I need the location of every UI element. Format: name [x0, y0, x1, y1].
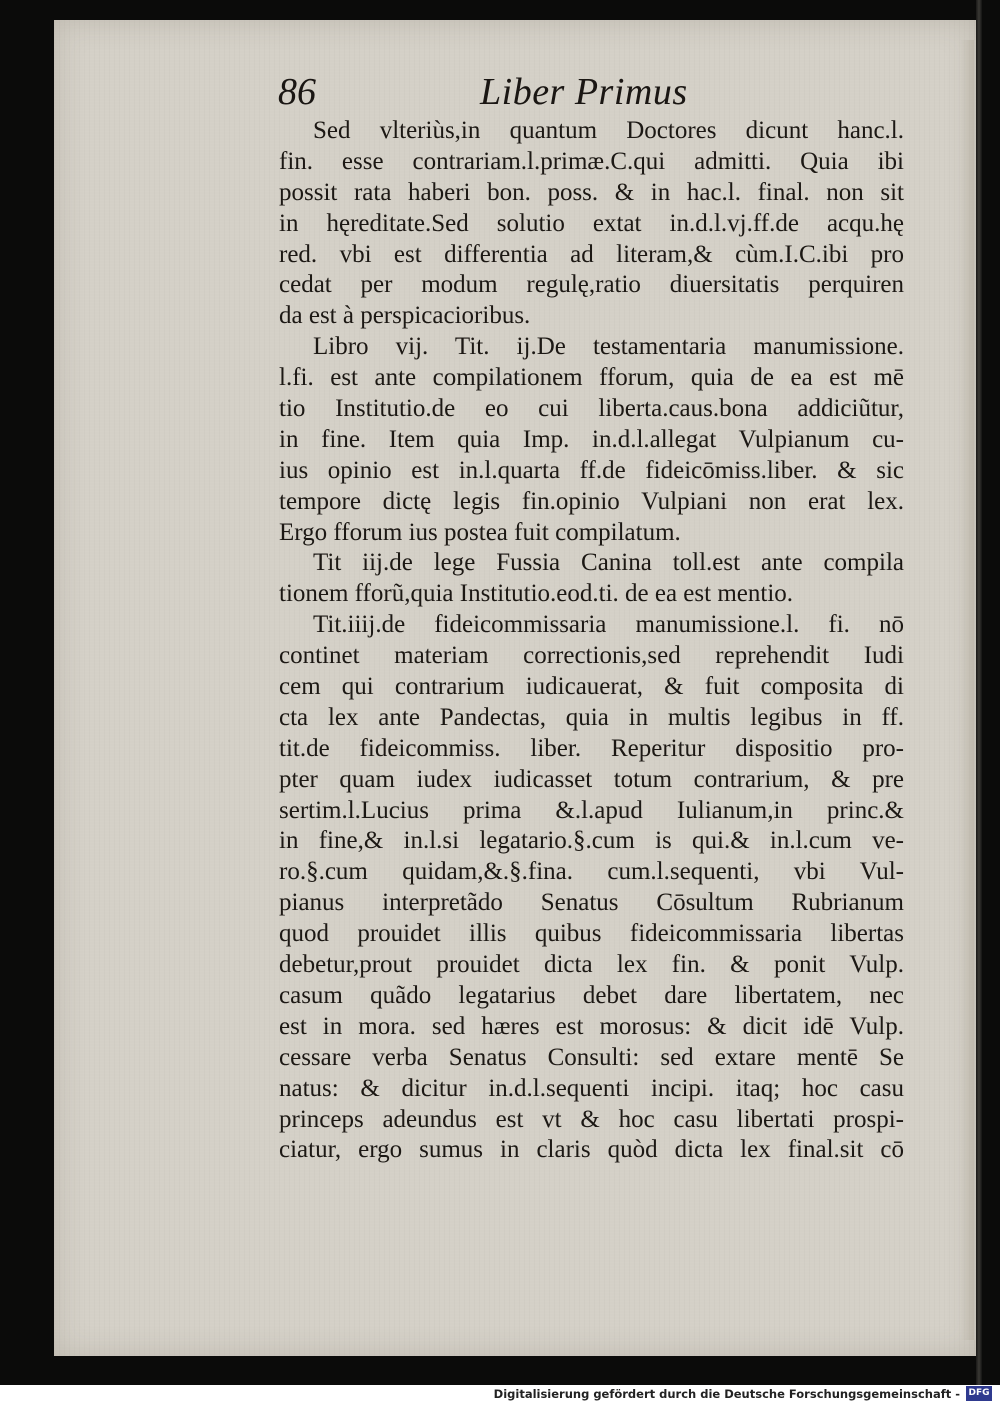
text-line: casum quãdo legatarius debet dare libertatem, nec	[279, 981, 904, 1009]
text-line: cedat per modum regulę,ratio diuersitatis perquiren	[279, 271, 904, 299]
text-line: ius opinio est in.l.quarta ff.de fideicōmiss.liber. & sic	[279, 456, 904, 484]
text-line: Ergo fforum ius postea fuit compilatum.	[279, 518, 681, 546]
text-line: Libro vij. Tit. ij.De testamentaria manumissione.	[313, 333, 904, 361]
text-line: possit rata haberi bon. poss. & in hac.l. final. non sit	[279, 178, 904, 206]
text-line: in fine,& in.l.si legatario.§.cum is qui.& in.l.cum ve-	[279, 827, 904, 855]
text-line: sertim.l.Lucius prima &.l.apud Iulianum,in princ.&	[279, 796, 904, 824]
text-line: tio Institutio.de eo cui liberta.caus.bona addiciũtur,	[279, 395, 904, 423]
body-text	[279, 116, 904, 1166]
text-line: pter quam iudex iudicasset totum contrarium, & pre	[279, 765, 904, 793]
text-line: cessare verba Senatus Consulti: sed extare mentē Se	[279, 1043, 904, 1071]
text-line: Tit.iiij.de fideicommissaria manumissione.l. fi. nō	[313, 611, 904, 639]
text-line: cem qui contrarium iudicauerat, & fuit composita di	[279, 673, 904, 701]
text-line: red. vbi est differentia ad literam,& cùm.I.C.ibi pro	[279, 240, 904, 268]
text-line: cta lex ante Pandectas, quia in multis legibus in ff.	[279, 703, 904, 731]
text-line: l.fi. est ante compilationem fforum, quia de ea est mē	[279, 364, 904, 392]
page-edge	[976, 0, 982, 1385]
text-line: in fine. Item quia Imp. in.d.l.allegat Vulpianum cu-	[279, 425, 904, 453]
text-line: ciatur, ergo sumus in claris quòd dicta lex final.sit cō	[279, 1136, 904, 1164]
text-line: fin. esse contrariam.l.primæ.C.qui admitti. Quia ibi	[279, 147, 904, 175]
dfg-logo[interactable]: DFG	[966, 1386, 992, 1401]
text-line: natus: & dicitur in.d.l.sequenti incipi. itaq; hoc casu	[279, 1074, 904, 1102]
text-line: tionem fforũ,quia Institutio.eod.ti. de ea est mentio.	[279, 580, 794, 608]
text-line: Tit iij.de lege Fussia Canina toll.est ante compila	[313, 549, 904, 577]
text-line: tempore dictę legis fin.opinio Vulpiani non erat lex.	[279, 487, 904, 515]
text-line: tit.de fideicommiss. liber. Reperitur dispositio pro-	[279, 734, 904, 762]
text-line: in hęreditate.Sed solutio extat in.d.l.vj.ff.de acqu.hę	[279, 209, 904, 237]
text-line: quod prouidet illis quibus fideicommissaria libertas	[279, 920, 904, 948]
text-line: pianus interpretãdo Senatus Cōsultum Rubrianum	[279, 889, 904, 917]
text-line: ro.§.cum quidam,&.§.fina. cum.l.sequenti, vbi Vul-	[279, 858, 904, 886]
digitization-credit: Digitalisierung gefördert durch die Deutsche Forschungsgemeinschaft -	[493, 1387, 960, 1401]
page-number: 86	[278, 71, 316, 113]
text-line: princeps adeundus est vt & hoc casu libertati prospi-	[279, 1105, 904, 1133]
text-line: est in mora. sed hæres est morosus: & dicit idē Vulp.	[279, 1012, 904, 1040]
text-line: debetur,prout prouidet dicta lex fin. & ponit Vulp.	[279, 951, 904, 979]
running-title: Liber Primus	[480, 71, 688, 113]
text-line: continet materiam correctionis,sed reprehendit Iudi	[279, 642, 904, 670]
text-line: da est à perspicacioribus.	[279, 302, 531, 330]
text-line: Sed vlteriùs,in quantum Doctores dicunt hanc.l.	[313, 117, 904, 144]
footer-bar	[0, 1385, 1000, 1404]
page-bleed	[960, 40, 974, 1340]
